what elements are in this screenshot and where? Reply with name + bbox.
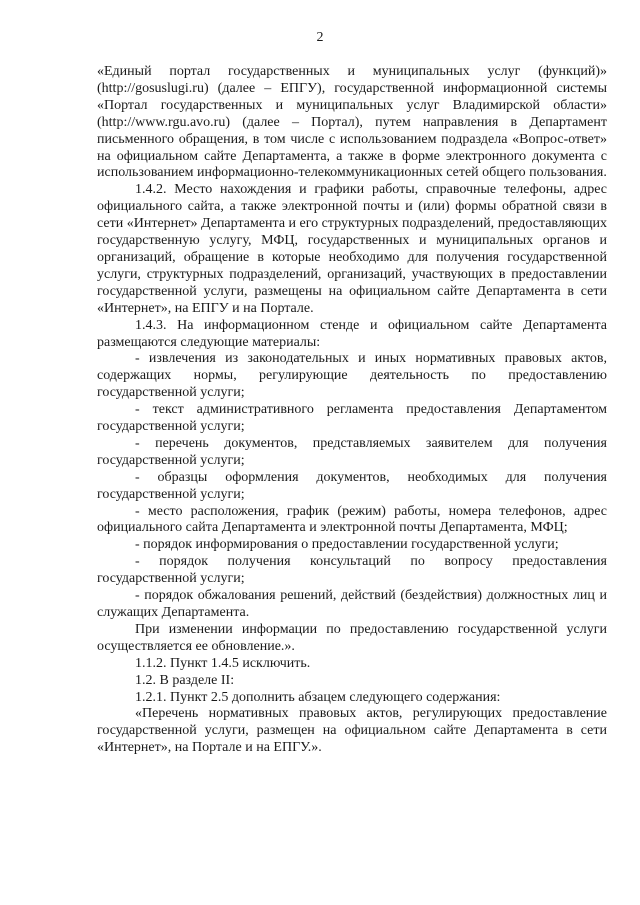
list-item: - текст административного регламента предоставления Департаментом государственной услуги; — [97, 402, 607, 435]
list-item: - извлечения из законодательных и иных нормативных правовых актов, содержащих нормы, регулирующие деятельность по предоставлению государственной услуги; — [97, 351, 607, 401]
list-item: - порядок обжалования решений, действий (бездействия) должностных лиц и служащих Департамента. — [97, 588, 607, 620]
paragraph: 1.4.3. На информационном стенде и официальном сайте Департамента размещаются следующие материалы: — [97, 317, 607, 350]
paragraph: 1.2. В разделе II: — [135, 672, 235, 688]
page-number: 2 — [316, 30, 324, 45]
paragraph: При изменении информации по предоставлению государственной услуги осуществляется ее обновление.». — [97, 621, 607, 654]
paragraph: 1.4.2. Место нахождения и графики работы, справочные телефоны, адрес официального сайта, а также электронной почты и (или) формы обратной связи в сети «Интернет» Департамента и его структурных подразделений, предоставляющих государственную услугу, МФЦ, государственных и муниципальных органов и организаций, обращение в которые необходимо для получения государственной услуги, структурных подразделений, организаций, участвующих в предоставлении государственной услуги, размещены на официальном сайте Департамента в сети «Интернет», на ЕПГУ и на Портале. — [97, 182, 607, 316]
list-item: - перечень документов, представляемых заявителем для получения государственной услуги; — [97, 435, 607, 468]
paragraph: 1.2.1. Пункт 2.5 дополнить абзацем следующего содержания: — [135, 689, 501, 705]
list-item: - место расположения, график (режим) работы, номера телефонов, адрес официального сайта Департамента и электронной почты Департамента, МФЦ; — [97, 503, 607, 536]
list-item: - порядок информирования о предоставлении государственной услуги; — [135, 537, 559, 553]
list-item: - образцы оформления документов, необходимых для получения государственной услуги; — [97, 469, 607, 502]
paragraph: «Единый портал государственных и муниципальных услуг (функций)» (http://gosuslugi.ru) (далее – ЕПГУ), государственной информационной системы «Портал государственных и муниципальных услуг Владимирской области» (http://www.rgu.avo.ru) (далее – Портал), путем направления в Департамент письменного обращения, в том числе с использованием подраздела «Вопрос-ответ» на официальном сайте Департамента, а также в форме электронного документа с использованием информационно-телекоммуникационных сетей общего пользования. — [97, 64, 607, 181]
document-body — [97, 64, 607, 757]
paragraph: 1.1.2. Пункт 1.4.5 исключить. — [135, 655, 311, 671]
paragraph: «Перечень нормативных правовых актов, регулирующих предоставление государственной услуги, размещен на официальном сайте Департамента в сети «Интернет», на Портале и на ЕПГУ.». — [97, 706, 607, 756]
list-item: - порядок получения консультаций по вопросу предоставления государственной услуги; — [97, 554, 607, 587]
